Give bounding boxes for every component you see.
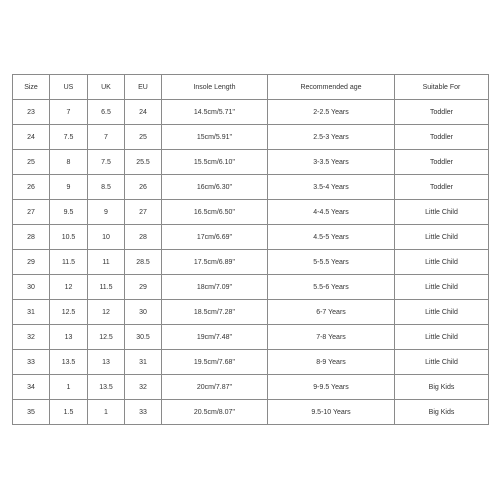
table-row <box>13 300 489 325</box>
cell-size: 26 <box>13 175 50 200</box>
cell-recommended-age: 4-4.5 Years <box>268 200 395 225</box>
cell-insole-length: 20cm/7.87'' <box>162 375 268 400</box>
cell-recommended-age: 9-9.5 Years <box>268 375 395 400</box>
cell-suitable-for: Little Child <box>395 200 489 225</box>
cell-size: 29 <box>13 250 50 275</box>
cell-suitable-for: Little Child <box>395 275 489 300</box>
cell-insole-length: 16.5cm/6.50'' <box>162 200 268 225</box>
cell-uk: 7.5 <box>88 150 125 175</box>
cell-uk: 10 <box>88 225 125 250</box>
cell-us: 9.5 <box>50 200 88 225</box>
cell-eu: 27 <box>125 200 162 225</box>
cell-recommended-age: 7-8 Years <box>268 325 395 350</box>
cell-us: 12.5 <box>50 300 88 325</box>
cell-us: 10.5 <box>50 225 88 250</box>
cell-size: 28 <box>13 225 50 250</box>
cell-us: 12 <box>50 275 88 300</box>
cell-insole-length: 15cm/5.91'' <box>162 125 268 150</box>
cell-recommended-age: 5-5.5 Years <box>268 250 395 275</box>
cell-suitable-for: Little Child <box>395 350 489 375</box>
cell-suitable-for: Toddler <box>395 150 489 175</box>
cell-uk: 11.5 <box>88 275 125 300</box>
cell-suitable-for: Big Kids <box>395 375 489 400</box>
cell-insole-length: 20.5cm/8.07'' <box>162 400 268 425</box>
cell-insole-length: 19cm/7.48'' <box>162 325 268 350</box>
table-row <box>13 400 489 425</box>
cell-recommended-age: 9.5-10 Years <box>268 400 395 425</box>
size-chart-table <box>12 74 489 425</box>
cell-us: 11.5 <box>50 250 88 275</box>
header-suitable-for: Suitable For <box>395 75 489 100</box>
cell-us: 8 <box>50 150 88 175</box>
cell-recommended-age: 4.5-5 Years <box>268 225 395 250</box>
cell-suitable-for: Toddler <box>395 175 489 200</box>
cell-uk: 13.5 <box>88 375 125 400</box>
table-row <box>13 100 489 125</box>
cell-eu: 28.5 <box>125 250 162 275</box>
cell-suitable-for: Toddler <box>395 100 489 125</box>
cell-insole-length: 16cm/6.30'' <box>162 175 268 200</box>
cell-insole-length: 19.5cm/7.68'' <box>162 350 268 375</box>
cell-eu: 32 <box>125 375 162 400</box>
cell-size: 30 <box>13 275 50 300</box>
cell-size: 32 <box>13 325 50 350</box>
cell-size: 23 <box>13 100 50 125</box>
cell-size: 33 <box>13 350 50 375</box>
cell-size: 35 <box>13 400 50 425</box>
cell-us: 7.5 <box>50 125 88 150</box>
cell-suitable-for: Little Child <box>395 250 489 275</box>
cell-recommended-age: 2-2.5 Years <box>268 100 395 125</box>
table-row <box>13 275 489 300</box>
cell-insole-length: 14.5cm/5.71'' <box>162 100 268 125</box>
cell-recommended-age: 6-7 Years <box>268 300 395 325</box>
cell-suitable-for: Little Child <box>395 225 489 250</box>
header-eu: EU <box>125 75 162 100</box>
table-row <box>13 350 489 375</box>
cell-size: 34 <box>13 375 50 400</box>
header-size: Size <box>13 75 50 100</box>
header-us: US <box>50 75 88 100</box>
cell-recommended-age: 8-9 Years <box>268 350 395 375</box>
cell-insole-length: 18cm/7.09'' <box>162 275 268 300</box>
table-header-row <box>13 75 489 100</box>
cell-us: 13 <box>50 325 88 350</box>
table-row <box>13 175 489 200</box>
cell-eu: 33 <box>125 400 162 425</box>
table-row <box>13 200 489 225</box>
cell-insole-length: 15.5cm/6.10'' <box>162 150 268 175</box>
cell-eu: 30.5 <box>125 325 162 350</box>
cell-eu: 25.5 <box>125 150 162 175</box>
cell-eu: 28 <box>125 225 162 250</box>
cell-us: 13.5 <box>50 350 88 375</box>
table-row <box>13 375 489 400</box>
cell-suitable-for: Toddler <box>395 125 489 150</box>
cell-eu: 24 <box>125 100 162 125</box>
cell-insole-length: 18.5cm/7.28'' <box>162 300 268 325</box>
header-uk: UK <box>88 75 125 100</box>
cell-size: 25 <box>13 150 50 175</box>
cell-uk: 13 <box>88 350 125 375</box>
cell-recommended-age: 2.5-3 Years <box>268 125 395 150</box>
cell-eu: 26 <box>125 175 162 200</box>
cell-size: 24 <box>13 125 50 150</box>
table-row <box>13 150 489 175</box>
cell-suitable-for: Little Child <box>395 300 489 325</box>
header-insole-length: Insole Length <box>162 75 268 100</box>
cell-uk: 7 <box>88 125 125 150</box>
cell-uk: 8.5 <box>88 175 125 200</box>
table-row <box>13 225 489 250</box>
table-row <box>13 325 489 350</box>
cell-uk: 1 <box>88 400 125 425</box>
cell-us: 1 <box>50 375 88 400</box>
cell-insole-length: 17cm/6.69'' <box>162 225 268 250</box>
cell-eu: 30 <box>125 300 162 325</box>
cell-eu: 31 <box>125 350 162 375</box>
cell-insole-length: 17.5cm/6.89'' <box>162 250 268 275</box>
table-row <box>13 125 489 150</box>
cell-recommended-age: 3-3.5 Years <box>268 150 395 175</box>
cell-us: 1.5 <box>50 400 88 425</box>
cell-suitable-for: Little Child <box>395 325 489 350</box>
cell-uk: 12.5 <box>88 325 125 350</box>
cell-recommended-age: 3.5-4 Years <box>268 175 395 200</box>
cell-recommended-age: 5.5-6 Years <box>268 275 395 300</box>
header-recommended-age: Recommended age <box>268 75 395 100</box>
cell-uk: 6.5 <box>88 100 125 125</box>
cell-uk: 11 <box>88 250 125 275</box>
cell-uk: 9 <box>88 200 125 225</box>
cell-us: 7 <box>50 100 88 125</box>
cell-suitable-for: Big Kids <box>395 400 489 425</box>
cell-size: 27 <box>13 200 50 225</box>
cell-eu: 29 <box>125 275 162 300</box>
cell-eu: 25 <box>125 125 162 150</box>
cell-size: 31 <box>13 300 50 325</box>
table-row <box>13 250 489 275</box>
cell-uk: 12 <box>88 300 125 325</box>
cell-us: 9 <box>50 175 88 200</box>
